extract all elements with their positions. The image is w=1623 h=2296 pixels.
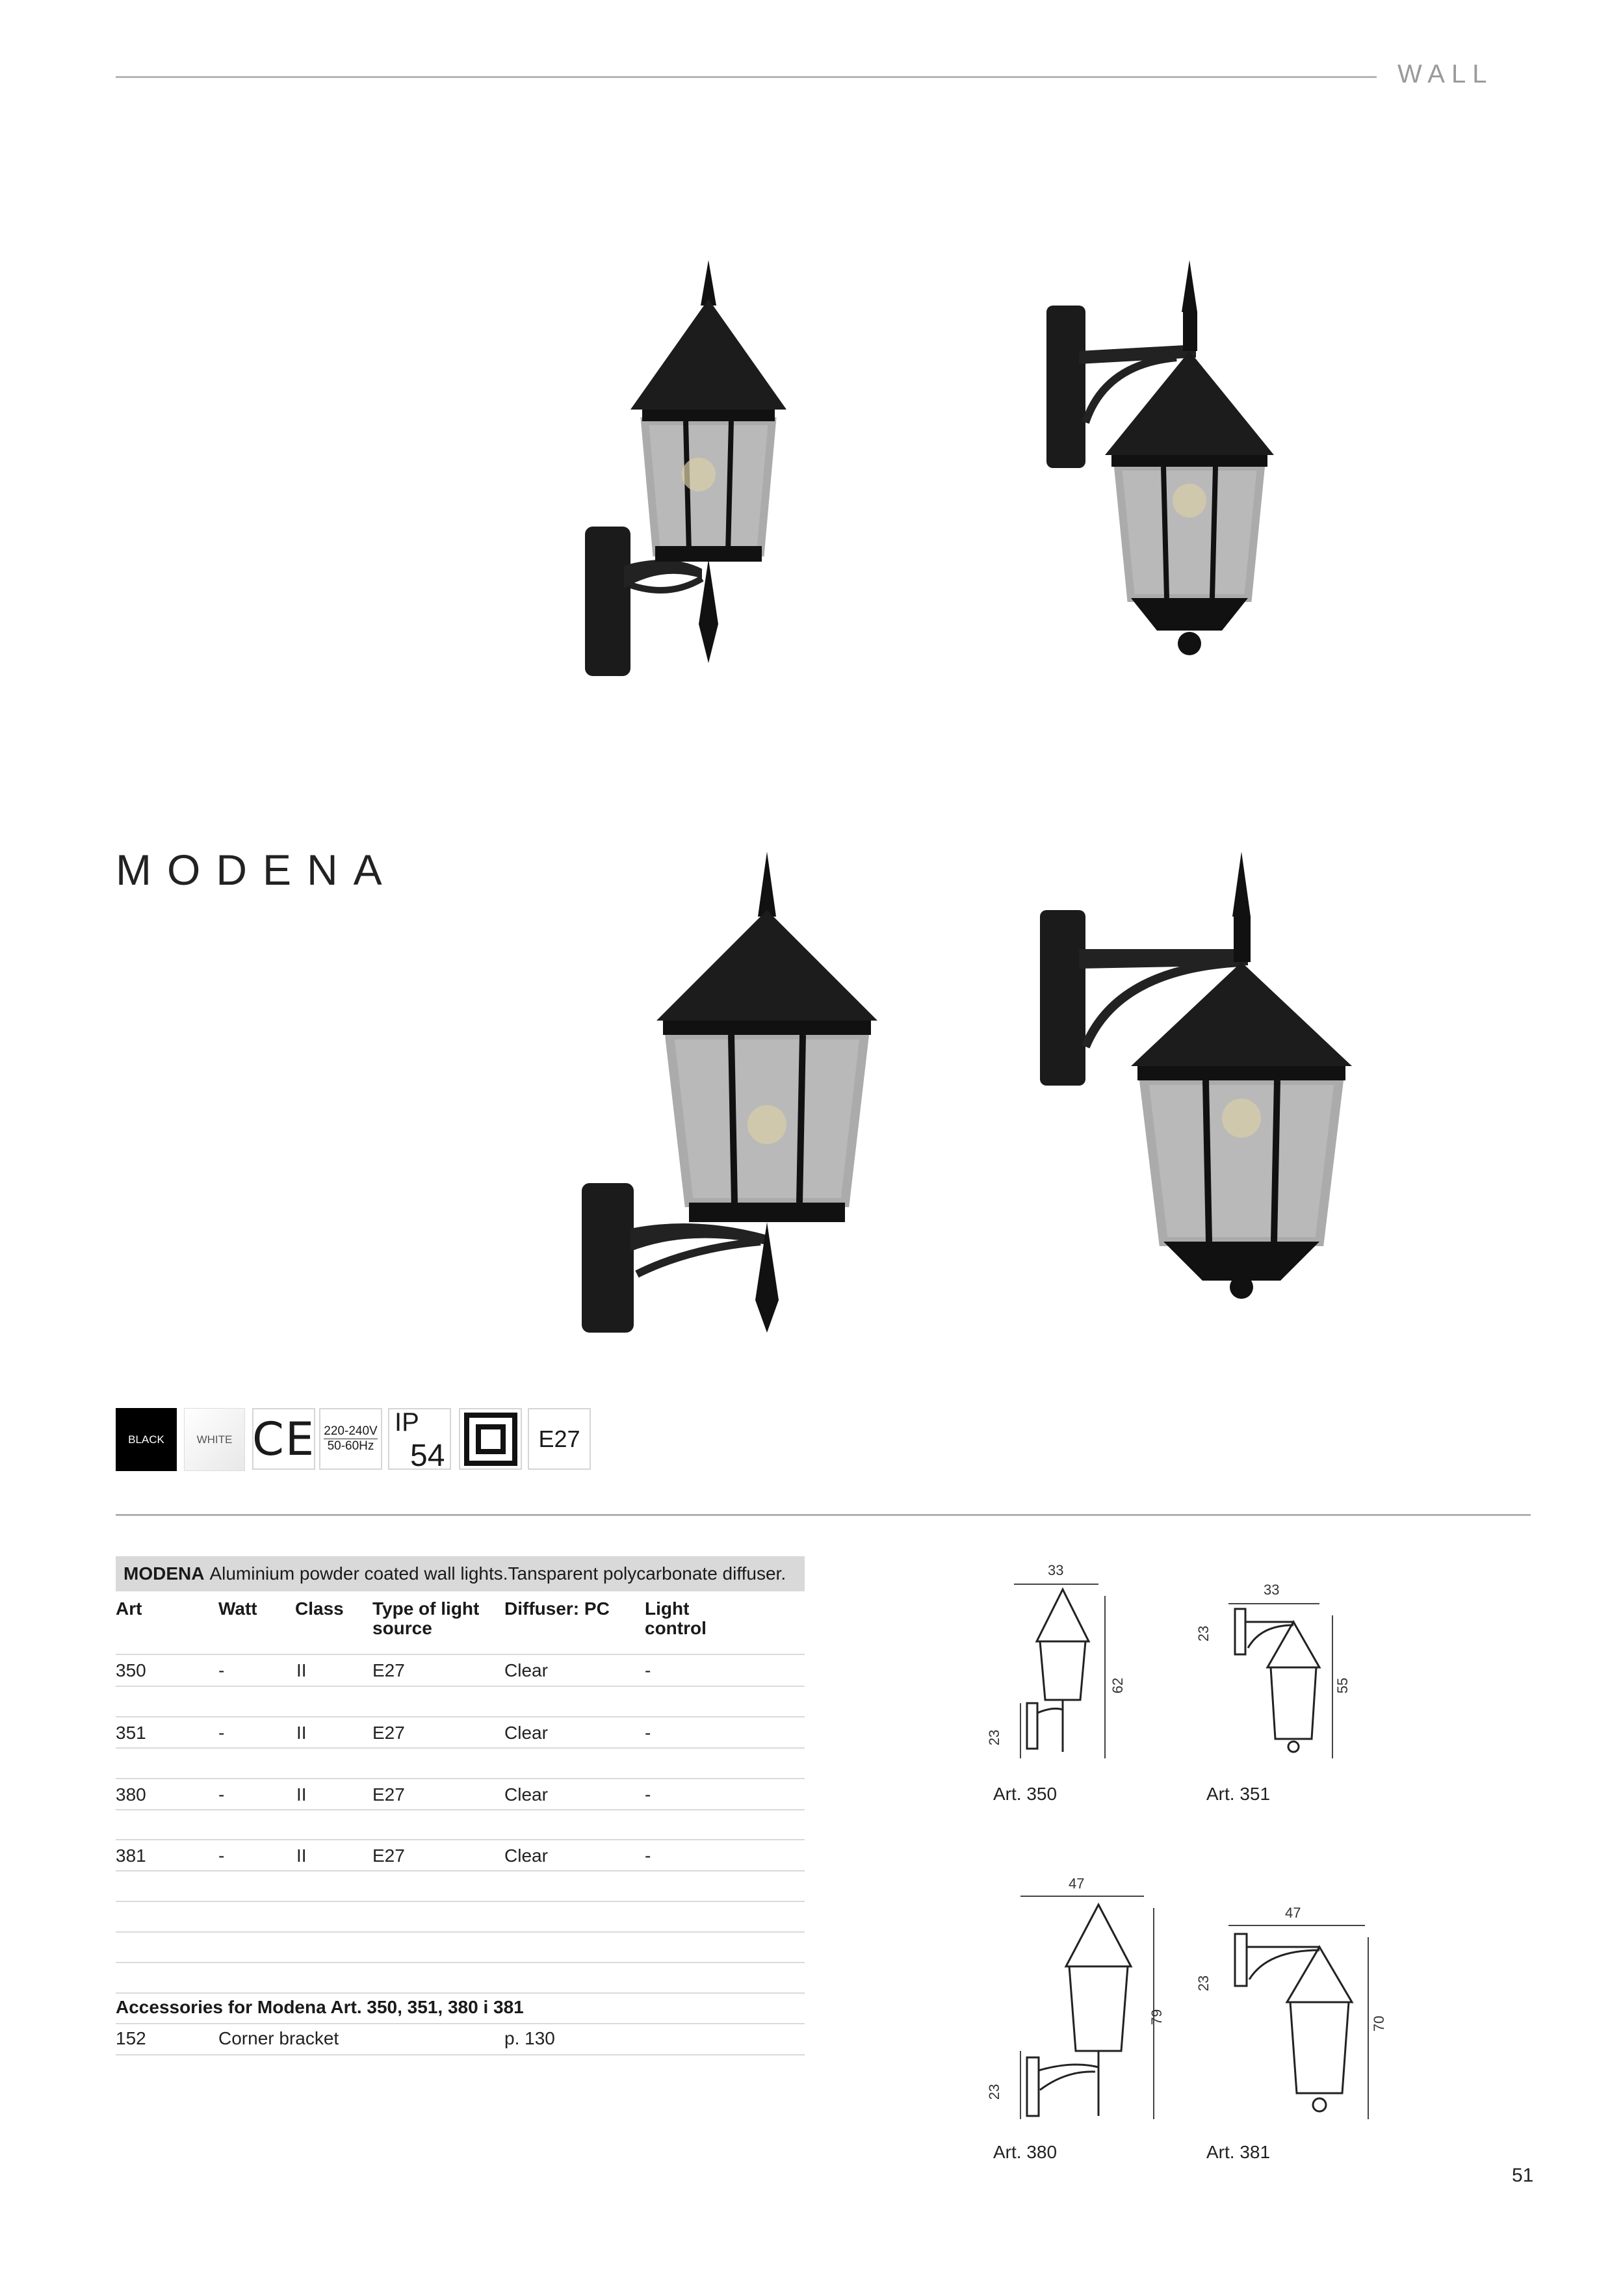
col-header-light: [645, 1599, 707, 1638]
description-bar: [116, 1556, 805, 1591]
ce-mark-icon: [252, 1408, 315, 1470]
table-rule: [116, 1686, 805, 1687]
drawing-381-height: 70: [1371, 2015, 1388, 2032]
row-380-class: II: [296, 1784, 307, 1805]
page-number: 51: [1512, 2165, 1534, 2186]
drawing-381-caption: Art. 381: [1206, 2142, 1271, 2162]
drawing-350-height: 62: [1110, 1677, 1126, 1694]
drawing-381-width: 47: [1285, 1905, 1301, 1921]
row-381-diffuser: Clear: [504, 1846, 548, 1866]
product-title: MODENA: [116, 846, 398, 894]
row-380-art: 380: [116, 1784, 146, 1805]
row-380-type: E27: [372, 1784, 405, 1805]
ce-mark-text: CE: [252, 1412, 316, 1466]
color-swatch-white: [184, 1408, 245, 1471]
col-header-diffuser: Diffuser: PC: [504, 1598, 610, 1619]
description-bold: MODENA: [123, 1563, 205, 1584]
row-380-light: -: [645, 1784, 651, 1805]
swatch-label-black: BLACK: [128, 1433, 164, 1446]
row-381-type: E27: [372, 1846, 405, 1866]
row-381-class: II: [296, 1846, 307, 1866]
product-photo-381-down-lantern: [1033, 852, 1358, 1300]
col-header-type-line2: source: [372, 1618, 432, 1638]
drawing-351-bracket: 23: [1195, 1625, 1212, 1642]
drawing-350-bracket: 23: [986, 1729, 1003, 1746]
drawing-381: [1222, 1918, 1378, 2126]
accessory-name: Corner bracket: [218, 2028, 339, 2048]
voltage-line2: 50-60Hz: [327, 1439, 374, 1453]
ip-label: IP: [395, 1408, 419, 1437]
row-351-class: II: [296, 1723, 307, 1743]
col-header-class: Class: [295, 1598, 344, 1619]
row-350-type: E27: [372, 1660, 405, 1680]
drawing-381-bracket: 23: [1195, 1975, 1212, 1992]
col-header-type: [372, 1599, 479, 1638]
drawing-351: [1222, 1596, 1352, 1765]
accessories-title: Accessories for Modena Art. 350, 351, 380 i 381: [116, 1997, 524, 2017]
header-rule: [116, 76, 1377, 78]
ip-rating-badge: [388, 1408, 451, 1473]
row-351-light: -: [645, 1723, 651, 1743]
col-header-watt: Watt: [218, 1598, 257, 1619]
col-header-light-line2: control: [645, 1618, 707, 1638]
table-rule: [116, 1901, 805, 1902]
row-351-type: E27: [372, 1723, 405, 1743]
drawing-350-caption: Art. 350: [993, 1784, 1058, 1804]
row-351-art: 351: [116, 1723, 146, 1743]
drawing-350-width: 33: [1048, 1562, 1064, 1578]
col-header-art: Art: [116, 1598, 142, 1619]
drawing-350: [1007, 1576, 1137, 1765]
row-350-diffuser: Clear: [504, 1660, 548, 1680]
row-351-watt: -: [218, 1723, 225, 1743]
row-350-light: -: [645, 1660, 651, 1680]
table-rule: [116, 1809, 805, 1810]
row-350-watt: -: [218, 1660, 225, 1680]
drawing-380-width: 47: [1069, 1875, 1085, 1892]
product-photo-351-down-lantern: [1033, 260, 1293, 663]
row-381-art: 381: [116, 1846, 146, 1866]
drawing-380-caption: Art. 380: [993, 2142, 1058, 2162]
socket-badge: [528, 1408, 591, 1470]
drawing-351-height: 55: [1334, 1677, 1351, 1694]
accessory-art: 152: [116, 2028, 146, 2048]
socket-label: E27: [538, 1425, 580, 1452]
row-380-diffuser: Clear: [504, 1784, 548, 1805]
table-rule: [116, 1778, 805, 1779]
table-rule: [116, 1747, 805, 1749]
accessory-page: p. 130: [504, 2028, 555, 2048]
row-380-watt: -: [218, 1784, 225, 1805]
drawing-380: [1007, 1888, 1163, 2122]
drawing-351-caption: Art. 351: [1206, 1784, 1271, 1804]
section-label: WALL: [1397, 60, 1494, 88]
table-rule: [116, 2054, 805, 2055]
table-rule: [116, 1931, 805, 1933]
drawing-351-width: 33: [1264, 1582, 1280, 1598]
table-rule: [116, 1654, 805, 1655]
row-350-art: 350: [116, 1660, 146, 1680]
double-square-icon: [459, 1408, 522, 1470]
col-header-type-line1: Type of light: [372, 1598, 480, 1619]
ip-value: 54: [410, 1439, 445, 1473]
row-351-diffuser: Clear: [504, 1723, 548, 1743]
row-381-light: -: [645, 1846, 651, 1866]
table-rule: [116, 2023, 805, 2024]
drawing-380-bracket: 23: [986, 2083, 1003, 2100]
product-photo-380-up-lantern: [572, 852, 897, 1333]
section-divider: [116, 1514, 1531, 1516]
swatch-label-white: WHITE: [196, 1433, 233, 1446]
col-header-light-line1: Light: [645, 1598, 690, 1619]
class-ii-icon: [464, 1413, 517, 1466]
table-rule: [116, 1870, 805, 1872]
row-381-watt: -: [218, 1846, 225, 1866]
voltage-badge: [319, 1408, 382, 1470]
row-350-class: II: [296, 1660, 307, 1680]
table-rule: [116, 1992, 805, 1994]
voltage-line1: 220-240V: [324, 1424, 378, 1438]
color-swatch-black: [116, 1408, 177, 1471]
product-photo-350-up-lantern: [572, 260, 832, 676]
table-rule: [116, 1962, 805, 1963]
description-text: Aluminium powder coated wall lights.Tansparent polycarbonate diffuser.: [209, 1563, 786, 1584]
drawing-380-height: 79: [1149, 2009, 1165, 2026]
table-rule: [116, 1716, 805, 1717]
table-rule: [116, 1839, 805, 1840]
